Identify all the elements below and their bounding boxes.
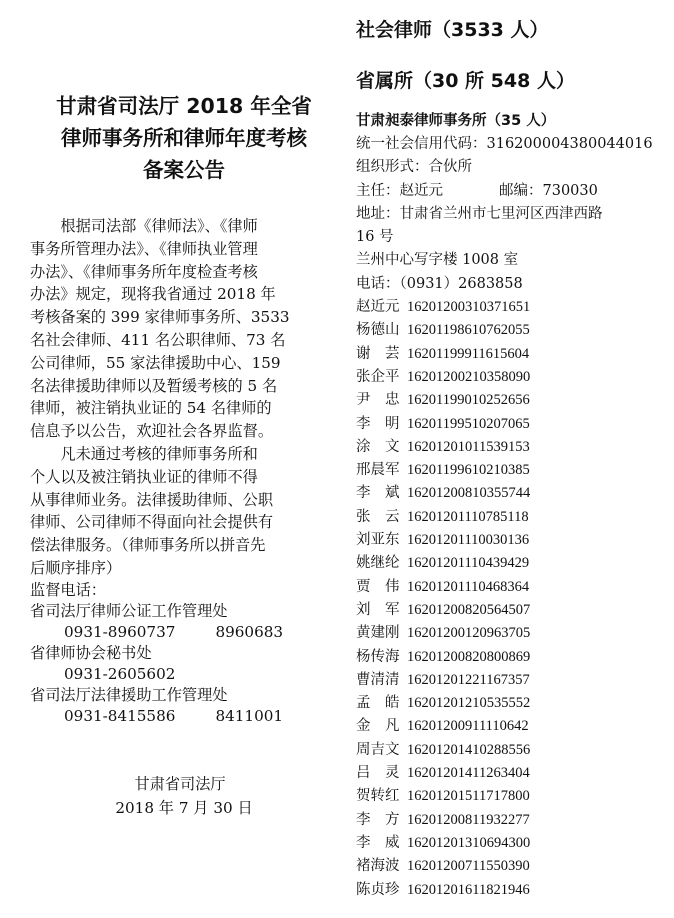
paragraph-line: 后顺序排序） [30, 558, 122, 577]
lawyer-name: 尹 忠 [356, 392, 400, 409]
contact-dept: 省司法厅法律援助工作管理处 [30, 685, 228, 704]
lawyer-name: 褚海波 [356, 858, 400, 875]
lawyer-row [356, 785, 668, 808]
firm-phone: 电话：（0931）2683858 [356, 275, 523, 292]
lawyer-name: 谢 芸 [356, 345, 400, 362]
lawyer-row [356, 366, 668, 389]
lawyer-license-number: 16201201210535552 [407, 695, 531, 712]
lawyer-row [356, 389, 668, 412]
firm-credit-code: 统一社会信用代码：316200004380044016 [356, 136, 653, 152]
contact-dept: 省司法厅律师公证工作管理处 [30, 601, 228, 620]
phone-number: 8960683 [215, 622, 284, 641]
firm-name: 甘肃昶泰律师事务所（35 人） [356, 113, 556, 129]
lawyer-license-number: 16201201410288556 [407, 741, 531, 758]
lawyer-license-number: 16201201110468364 [407, 578, 530, 595]
paragraph-line: 个人以及被注销执业证的律师不得 [30, 467, 258, 486]
paragraph-line: 事务所管理办法》、《律师执业管理 [30, 239, 258, 258]
lawyer-row [356, 576, 668, 599]
lawyer-row [356, 599, 668, 622]
lawyer-name: 赵近元 [356, 299, 400, 316]
lawyer-name: 刘 军 [356, 601, 400, 618]
lawyer-row [356, 715, 668, 738]
lawyer-name: 贺转红 [356, 788, 400, 805]
firm-director-row [356, 180, 668, 203]
lawyer-license-number: 16201201511717800 [407, 788, 530, 805]
lawyer-row [356, 832, 668, 855]
phone-number: 0931-8960737 [64, 622, 176, 641]
phone-number: 0931-2605602 [64, 664, 176, 683]
paragraph-line: 信息予以公告，欢迎社会各界监督。 [30, 422, 273, 441]
firm-address: 地址：甘肃省兰州市七里河区西津西路 [356, 205, 603, 222]
lawyer-license-number: 16201201011539153 [407, 438, 530, 455]
lawyer-license-number: 16201199911615604 [407, 345, 530, 362]
lawyer-row [356, 413, 668, 436]
lawyer-name: 金 凡 [356, 718, 400, 735]
title-line: 备案公告 [143, 158, 225, 182]
lawyer-list [356, 296, 668, 902]
lawyer-name: 陈贞珍 [356, 881, 400, 898]
lawyer-license-number: 16201200811932277 [407, 811, 530, 828]
contact-phones [30, 706, 330, 727]
lawyer-license-number: 16201199510207065 [407, 415, 530, 432]
lawyer-license-number: 16201200210358090 [407, 368, 531, 385]
paragraph-line: 从事律师业务。法律援助律师、公职 [30, 490, 273, 509]
announcement-paragraph-1 [30, 215, 330, 443]
phone-number: 8411001 [215, 706, 284, 725]
lawyer-name: 黄建刚 [356, 625, 400, 642]
paragraph-line: 名法律援助律师以及暂缓考核的 5 名 [30, 376, 278, 395]
paragraph-line: 办法》规定，现将我省通过 2018 年 [30, 285, 276, 304]
lawyer-license-number: 16201201110439429 [407, 555, 530, 572]
lawyer-license-number: 16201200820564507 [407, 601, 531, 618]
provincial-firms-heading: 省属所（30 所 548 人） [356, 70, 575, 92]
lawyer-row [356, 809, 668, 832]
lawyer-name: 李 威 [356, 834, 400, 851]
lawyer-row [356, 669, 668, 692]
lawyer-name: 杨德山 [356, 322, 400, 339]
lawyer-row [356, 529, 668, 552]
lawyer-name: 贾 伟 [356, 578, 400, 595]
paragraph-line: 考核备案的 399 家律师事务所、3533 [30, 308, 290, 327]
lawyer-row [356, 739, 668, 762]
lawyer-license-number: 16201201110785118 [407, 508, 529, 525]
lawyer-row [356, 855, 668, 878]
paragraph-line: 凡未通过考核的律师事务所和 [30, 444, 258, 463]
lawyer-row [356, 319, 668, 342]
lawyer-license-number: 16201199010252656 [407, 392, 530, 409]
phone-number: 0931-8415586 [64, 706, 176, 725]
lawyer-row [356, 552, 668, 575]
supervision-label: 监督电话： [30, 580, 106, 599]
lawyer-license-number: 16201200711550390 [407, 858, 530, 875]
announcement-paragraph-2 [30, 443, 330, 580]
lawyer-license-number: 16201201221167357 [407, 671, 530, 688]
paragraph-line: 偿法律服务。（律师事务所以拼音先 [30, 536, 266, 555]
lawyer-name: 涂 文 [356, 438, 400, 455]
contact-phones [30, 664, 330, 685]
lawyer-name: 姚继纶 [356, 555, 400, 572]
firm-org-form: 组织形式：合伙所 [356, 159, 472, 176]
lawyer-name: 杨传海 [356, 648, 400, 665]
lawyer-row [356, 622, 668, 645]
lawyer-name: 张企平 [356, 368, 400, 385]
lawyer-license-number: 16201200820800869 [407, 648, 531, 665]
lawyer-license-number: 16201201310694300 [407, 834, 531, 851]
lawyer-row [356, 436, 668, 459]
announcement-title [30, 90, 330, 186]
lawyer-license-number: 16201201110030136 [407, 532, 530, 549]
lawyer-license-number: 16201199610210385 [407, 462, 530, 479]
lawyer-name: 张 云 [356, 508, 400, 525]
contact-dept: 省律师协会秘书处 [30, 643, 152, 662]
paragraph-line: 名社会律师、411 名公职律师、73 名 [30, 330, 286, 349]
firm-address-building: 兰州中心写字楼 1008 室 [356, 252, 519, 269]
firm-director: 主任：赵近元 [356, 182, 443, 199]
lawyer-name: 吕 灵 [356, 765, 400, 782]
lawyer-row [356, 296, 668, 319]
lawyer-row [356, 879, 668, 902]
lawyer-license-number: 16201198610762055 [407, 322, 530, 339]
lawyer-license-number: 16201200810355744 [407, 485, 531, 502]
title-line: 甘肃省司法厅 2018 年全省 [56, 94, 312, 118]
signoff-date: 2018 年 7 月 30 日 [115, 799, 253, 817]
social-lawyers-heading: 社会律师（3533 人） [356, 19, 549, 41]
lawyer-name: 刘亚东 [356, 532, 400, 549]
signoff-org: 甘肃省司法厅 [134, 775, 226, 793]
lawyer-name: 李 明 [356, 415, 400, 432]
firm-postcode: 邮编：730030 [499, 182, 598, 199]
paragraph-line: 公司律师，55 家法律援助中心、159 [30, 353, 281, 372]
title-line: 律师事务所和律师年度考核 [61, 126, 307, 150]
lawyer-license-number: 16201201411263404 [407, 765, 530, 782]
lawyer-row [356, 646, 668, 669]
paragraph-line: 律师、公司律师不得面向社会提供有 [30, 513, 273, 532]
lawyer-row [356, 482, 668, 505]
lawyer-license-number: 16201200120963705 [407, 625, 531, 642]
paragraph-line: 办法》、《律师事务所年度检查考核 [30, 262, 258, 281]
signoff-block [30, 772, 330, 820]
lawyer-name: 孟 皓 [356, 695, 400, 712]
lawyer-license-number: 16201201611821946 [407, 881, 530, 898]
lawyer-row [356, 762, 668, 785]
contact-phones [30, 622, 330, 643]
lawyer-name: 邢晨军 [356, 462, 400, 479]
lawyer-name: 周吉文 [356, 741, 400, 758]
listing-column [356, 8, 668, 902]
lawyer-row [356, 459, 668, 482]
lawyer-name: 曹清清 [356, 671, 400, 688]
firm-address-cont: 16 号 [356, 229, 394, 246]
lawyer-row [356, 506, 668, 529]
paragraph-line: 律师，被注销执业证的 54 名律师的 [30, 399, 272, 418]
lawyer-name: 李 方 [356, 811, 400, 828]
paragraph-line: 根据司法部《律师法》、《律师 [30, 217, 258, 235]
lawyer-license-number: 16201200310371651 [407, 299, 531, 316]
lawyer-row [356, 692, 668, 715]
lawyer-license-number: 16201200911110642 [407, 718, 529, 735]
lawyer-name: 李 斌 [356, 485, 400, 502]
lawyer-row [356, 343, 668, 366]
announcement-column [30, 90, 330, 727]
